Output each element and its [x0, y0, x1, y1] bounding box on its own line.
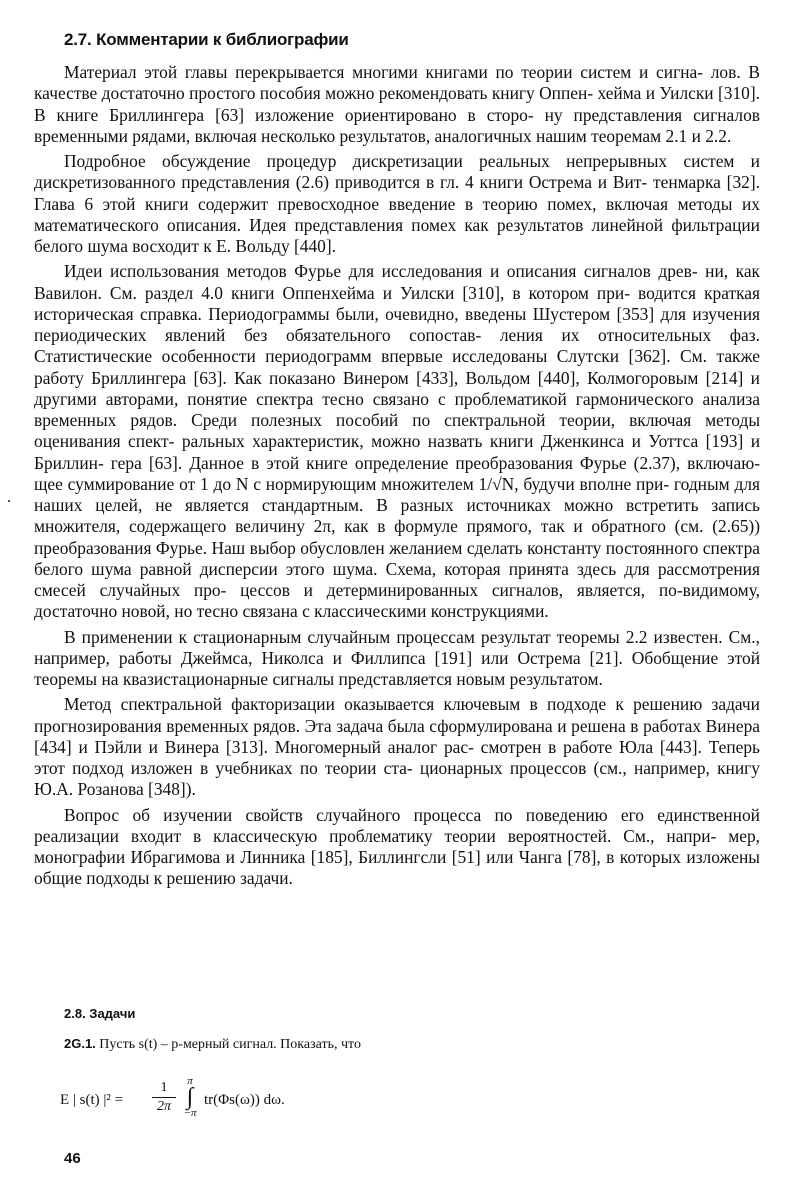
tasks-title: 2.8. Задачи — [64, 1006, 136, 1021]
paragraph: Идеи использования методов Фурье для исследования и описания сигналов древ- ни, как Вавилон. См. раздел 4.0 книги Оппенхейма и Уилски [310], в котором при- водится краткая историческая справка. Периодограммы были, очевидно, введены Шустером [353] для изучения периодических явлений без обязательного сопостав- ления их относительных фаз. Статистические особенности периодограмм впервые исследованы Слутски [362]. См. также работу Бриллингера [63]. Как показано Винером [433], Вольдом [440], Колмогоровым [214] и другими авторами, понятие спектра тесно связано с проблематикой гармонического анализа временных рядов. Среди полезных пособий по спектральной теории, включая методы оценивания спект- ральных характеристик, можно назвать книги Дженкинса и Уоттса [193] и Бриллин- гера [63]. Данное в этой книге определение преобразования Фурье (2.37), включаю- щее суммирование от 1 до N с нормирующим множителем 1/√N, будучи вполне при- годным для наших целей, не является стандартным. В разных источниках можно встретить запись множителя, содержащего величину 2π, как в формуле прямого, так и обратного (см. (2.65)) преобразования Фурье. Наш выбор обусловлен желанием сделать константу постоянного спектра белого шума равной дисперсии этого шума. Схема, которая принята здесь для рассмотрения смесей случайных про- цессов и детерминированных сигналов, является, по-видимому, достаточно новой, но тесно связана с классическими конструкциями. — [34, 261, 760, 622]
integral — [180, 1076, 200, 1118]
task-statement — [64, 1036, 361, 1053]
page-number: 46 — [64, 1150, 81, 1167]
formula — [60, 1075, 360, 1120]
paragraph: Вопрос об изучении свойств случайного процесса по поведению его единственной реализации входит в классическую проблематику теории вероятностей. См., напри- мер, монографии Ибрагимова и Линника [185], Биллингсли [51] или Чанга [78], в которых изложены общие подходы к решению задачи. — [34, 804, 760, 889]
formula-fraction — [152, 1080, 176, 1115]
fraction-denominator: 2π — [156, 1099, 171, 1114]
task-label: 2G.1. — [64, 1036, 96, 1051]
formula-rhs: tr(Φs(ω)) dω. — [204, 1092, 285, 1108]
formula-lhs: E | s(t) |² = — [60, 1092, 124, 1108]
integral-lower-limit: −π — [183, 1107, 197, 1119]
section-title: 2.7. Комментарии к библиографии — [64, 30, 349, 49]
paragraph: Материал этой главы перекрывается многими книгами по теории систем и сигна- лов. В качестве достаточно простого пособия можно рекомендовать книгу Оппен- хейма и Уилски [310]. В книге Бриллингера [63] изложение ориентировано в сторо- ну представления сигналов временными рядами, включая несколько результатов, аналогичных нашим теоремам 2.1 и 2.2. — [34, 62, 760, 146]
fraction-numerator: 1 — [160, 1080, 168, 1095]
section-body — [34, 62, 760, 894]
task-text: Пусть s(t) – p-мерный сигнал. Показать, что — [99, 1037, 361, 1052]
integral-upper-limit: π — [187, 1075, 193, 1087]
margin-mark — [8, 500, 10, 502]
fraction-bar — [152, 1097, 176, 1098]
integral-symbol: ∫ — [186, 1084, 194, 1110]
paragraph: В применении к стационарным случайным процессам результат теоремы 2.2 известен. См., например, работы Джеймса, Николса и Филлипса [191] или Острема [21]. Обобщение этой теоремы на квазистационарные сигналы представляется новым результатом. — [34, 626, 760, 689]
paragraph: Подробное обсуждение процедур дискретизации реальных непрерывных систем и дискретизованного представления (2.6) приводится в гл. 4 книги Острема и Вит- тенмарка [32]. Глава 6 этой книги содержит превосходное введение в теорию помех, включая методы их математического описания. Идея представления помех как результатов линейной фильтрации белого шума восходит к Е. Вольду [440]. — [34, 151, 760, 256]
paragraph: Метод спектральной факторизации оказывается ключевым в подходе к решению задачи прогнозирования временных рядов. Эта задача была сформулирована и решена в работах Винера [434] и Пэйли и Винера [313]. Многомерный аналог рас- смотрен в работе Юла [443]. Теперь этот подход изложен в учебниках по теории ста- ционарных процессов (см., например, книгу Ю.А. Розанова [348]). — [34, 694, 760, 800]
